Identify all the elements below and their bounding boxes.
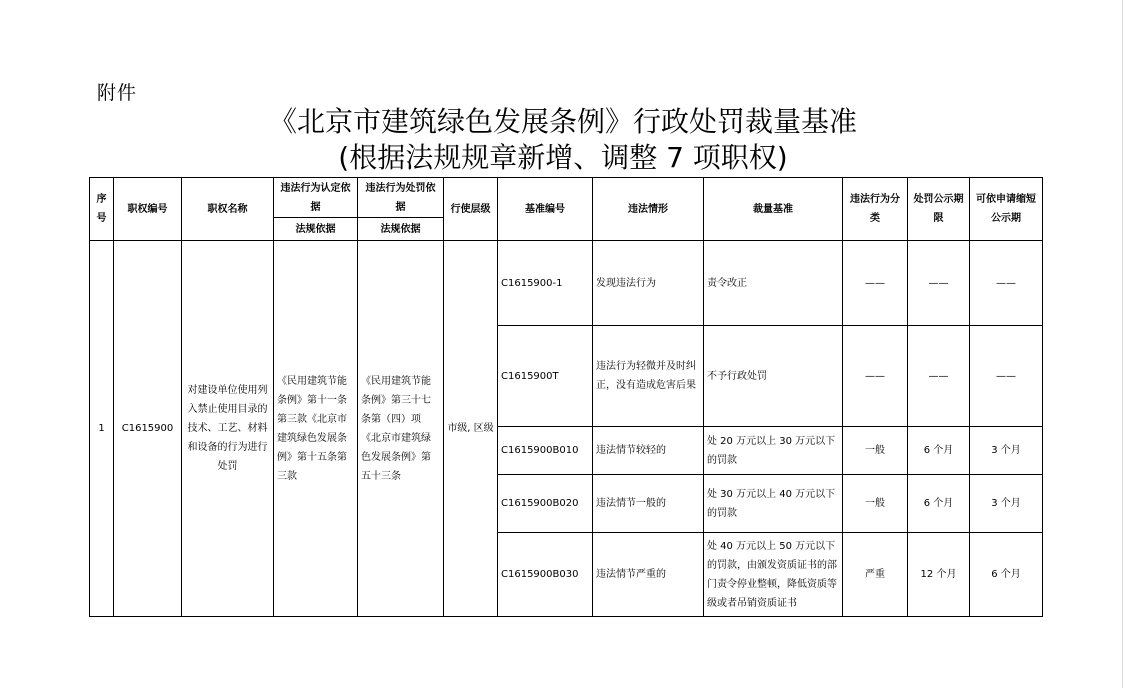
cell-disclosure: —— (908, 241, 970, 326)
header-regulation-basis-2: 法规依据 (358, 218, 444, 241)
cell-benchmark-code: C1615900T (498, 326, 593, 427)
header-disclosure-period: 处罚公示期限 (908, 178, 970, 241)
cell-standard: 处 20 万元以上 30 万元以下的罚款 (704, 427, 843, 475)
header-shortened-period: 可依申请缩短公示期 (970, 178, 1043, 241)
cell-seq: 1 (90, 241, 114, 617)
header-discretion-standard: 裁量基准 (704, 178, 843, 241)
header-power-name: 职权名称 (182, 178, 274, 241)
cell-category: 一般 (843, 427, 908, 475)
penalty-benchmark-table (89, 177, 1043, 617)
cell-shortened: —— (970, 326, 1043, 427)
header-benchmark-code: 基准编号 (498, 178, 593, 241)
header-violation-circumstance: 违法情形 (593, 178, 704, 241)
cell-exercise-level: 市级, 区级 (444, 241, 498, 617)
cell-standard: 责令改正 (704, 241, 843, 326)
table-row (90, 241, 1043, 326)
cell-category: 一般 (843, 475, 908, 533)
cell-circumstance: 发现违法行为 (593, 241, 704, 326)
cell-standard: 处 30 万元以上 40 万元以下的罚款 (704, 475, 843, 533)
header-seq: 序号 (90, 178, 114, 241)
header-power-code: 职权编号 (114, 178, 182, 241)
cell-penalty-basis: 《民用建筑节能条例》第三十七条第（四）项《北京市建筑绿色发展条例》第五十三条 (358, 241, 444, 617)
cell-circumstance: 违法情节较轻的 (593, 427, 704, 475)
cell-standard: 不予行政处罚 (704, 326, 843, 427)
cell-benchmark-code: C1615900B030 (498, 533, 593, 617)
cell-disclosure: —— (908, 326, 970, 427)
cell-benchmark-code: C1615900-1 (498, 241, 593, 326)
cell-power-name: 对建设单位使用列入禁止使用目录的技术、工艺、材料和设备的行为进行处罚 (182, 241, 274, 617)
cell-standard: 处 40 万元以上 50 万元以下的罚款，由颁发资质证书的部门责令停业整顿，降低资质等级或者吊销资质证书 (704, 533, 843, 617)
document-subtitle: (根据法规规章新增、调整 7 项职权) (338, 141, 788, 174)
cell-power-code: C1615900 (114, 241, 182, 617)
cell-category: —— (843, 326, 908, 427)
cell-circumstance: 违法行为轻微并及时纠正，没有造成危害后果 (593, 326, 704, 427)
cell-disclosure: 6 个月 (908, 475, 970, 533)
header-violation-category: 违法行为分类 (843, 178, 908, 241)
cell-violation-basis: 《民用建筑节能条例》第十一条第三款《北京市建筑绿色发展条例》第十五条第三款 (274, 241, 358, 617)
cell-category: 严重 (843, 533, 908, 617)
header-regulation-basis: 法规依据 (274, 218, 358, 241)
cell-shortened: 3 个月 (970, 427, 1043, 475)
cell-shortened: 3 个月 (970, 475, 1043, 533)
document-title: 《北京市建筑绿色发展条例》行政处罚裁量基准 (268, 105, 857, 138)
attachment-label: 附件 (97, 82, 138, 104)
cell-circumstance: 违法情节一般的 (593, 475, 704, 533)
cell-shortened: 6 个月 (970, 533, 1043, 617)
header-penalty-basis: 违法行为处罚依据 (358, 178, 444, 218)
cell-category: —— (843, 241, 908, 326)
cell-benchmark-code: C1615900B010 (498, 427, 593, 475)
cell-disclosure: 12 个月 (908, 533, 970, 617)
header-violation-basis: 违法行为认定依据 (274, 178, 358, 218)
header-row-1 (90, 178, 1043, 218)
header-exercise-level: 行使层级 (444, 178, 498, 241)
cell-disclosure: 6 个月 (908, 427, 970, 475)
cell-circumstance: 违法情节严重的 (593, 533, 704, 617)
cell-benchmark-code: C1615900B020 (498, 475, 593, 533)
cell-shortened: —— (970, 241, 1043, 326)
